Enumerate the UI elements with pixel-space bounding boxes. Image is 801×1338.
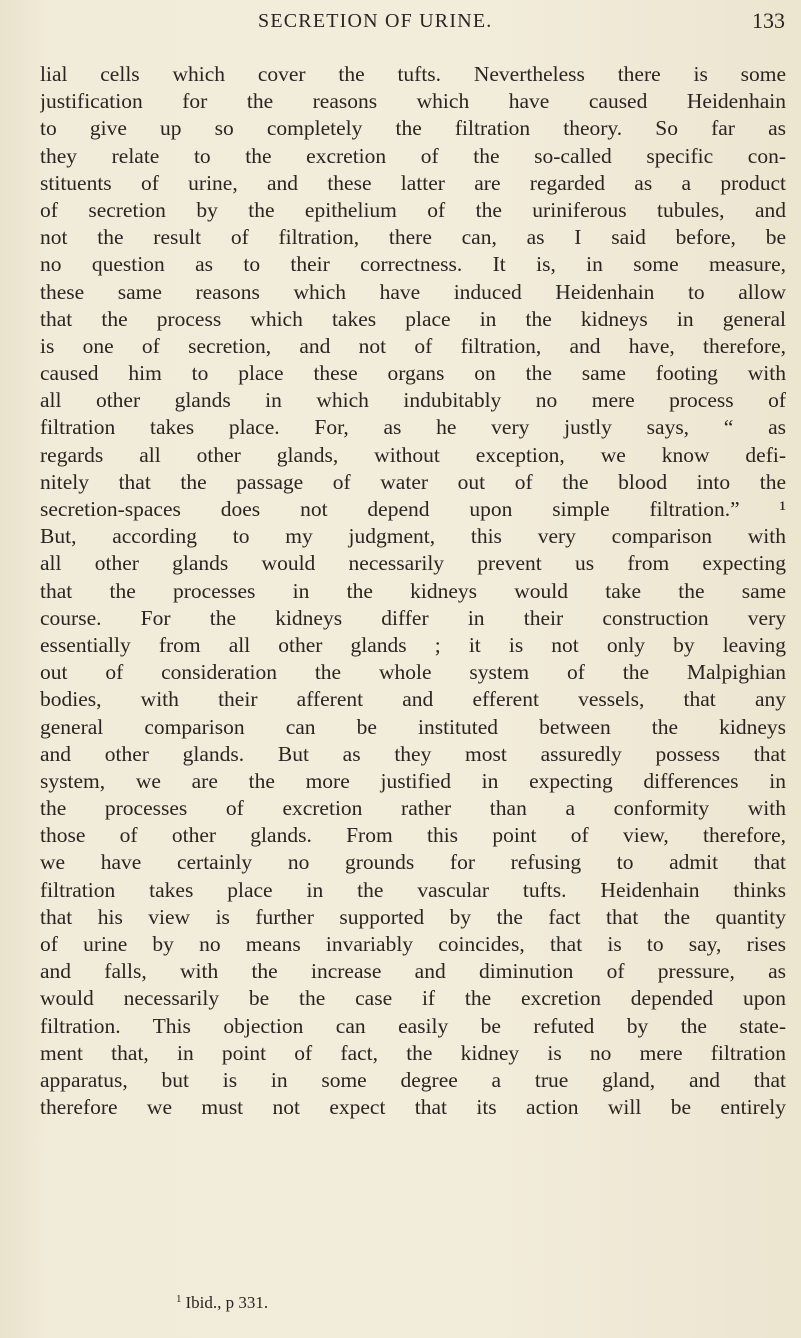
text-line: that the process which takes place in the kidneys in general bbox=[40, 306, 786, 331]
text-line: would necessarily be the case if the excretion depended upon bbox=[40, 986, 786, 1011]
text-line: that his view is further supported by the fact that the quantity bbox=[40, 904, 786, 929]
text-line: out of consideration the whole system of the Malpighian bbox=[40, 660, 786, 685]
text-line: secretion-spaces does not depend upon simple filtration.” ¹ bbox=[40, 497, 786, 521]
text-line: and falls, with the increase and diminution of pressure, as bbox=[40, 959, 786, 984]
text-line: of secretion by the epithelium of the uriniferous tubules, and bbox=[40, 197, 786, 222]
body-text bbox=[40, 61, 786, 1121]
text-line: caused him to place these organs on the same footing with bbox=[40, 361, 786, 386]
text-line: is one of secretion, and not of filtration, and have, therefore, bbox=[40, 333, 786, 358]
text-line: bodies, with their afferent and efferent vessels, that any bbox=[40, 687, 786, 712]
running-title: SECRETION OF URINE. bbox=[258, 10, 493, 32]
text-line: these same reasons which have induced Heidenhain to allow bbox=[40, 279, 786, 304]
text-line: justification for the reasons which have caused Heidenhain bbox=[40, 89, 786, 114]
text-line: system, we are the more justified in expecting differences in bbox=[40, 768, 786, 793]
text-line: stituents of urine, and these latter are regarded as a product bbox=[40, 170, 786, 195]
running-head bbox=[0, 4, 801, 40]
text-line: filtration. This objection can easily be refuted by the state- bbox=[40, 1013, 786, 1038]
text-line: But, according to my judgment, this very comparison with bbox=[40, 524, 786, 549]
text-line: and other glands. But as they most assuredly possess that bbox=[40, 741, 786, 766]
text-line: not the result of filtration, there can, as I said before, be bbox=[40, 225, 786, 250]
text-line: filtration takes place in the vascular tufts. Heidenhain thinks bbox=[40, 877, 786, 902]
text-line: we have certainly no grounds for refusing to admit that bbox=[40, 850, 786, 875]
footnote bbox=[176, 1286, 268, 1316]
text-line: those of other glands. From this point of view, therefore, bbox=[40, 823, 786, 848]
text-line: they relate to the excretion of the so-called specific con- bbox=[40, 143, 786, 168]
text-line: to give up so completely the filtration theory. So far as bbox=[40, 116, 786, 141]
text-line: all other glands in which indubitably no mere process of bbox=[40, 388, 786, 413]
page-number: 133 bbox=[752, 8, 785, 33]
text-line: therefore we must not expect that its action will be entirely bbox=[40, 1095, 786, 1120]
text-line: essentially from all other glands ; it is not only by leaving bbox=[40, 632, 786, 657]
footnote-text: Ibid., p 331. bbox=[185, 1293, 269, 1312]
text-line: general comparison can be instituted between the kidneys bbox=[40, 714, 786, 739]
text-line: filtration takes place. For, as he very justly says, “ as bbox=[40, 415, 786, 440]
text-line: regards all other glands, without exception, we know defi- bbox=[40, 442, 786, 467]
text-line: apparatus, but is in some degree a true gland, and that bbox=[40, 1067, 786, 1092]
text-line: course. For the kidneys differ in their construction very bbox=[40, 605, 786, 630]
text-line: all other glands would necessarily prevent us from expecting bbox=[40, 551, 786, 576]
text-line: ment that, in point of fact, the kidney is no mere filtration bbox=[40, 1040, 786, 1065]
text-line: that the processes in the kidneys would take the same bbox=[40, 578, 786, 603]
text-line: nitely that the passage of water out of the blood into the bbox=[40, 469, 786, 494]
text-line: the processes of excretion rather than a conformity with bbox=[40, 796, 786, 821]
text-line: of urine by no means invariably coincides, that is to say, rises bbox=[40, 932, 786, 956]
text-line: no question as to their correctness. It is, in some measure, bbox=[40, 252, 786, 277]
text-line: lial cells which cover the tufts. Nevertheless there is some bbox=[40, 62, 786, 86]
footnote-marker: 1 bbox=[176, 1293, 182, 1305]
